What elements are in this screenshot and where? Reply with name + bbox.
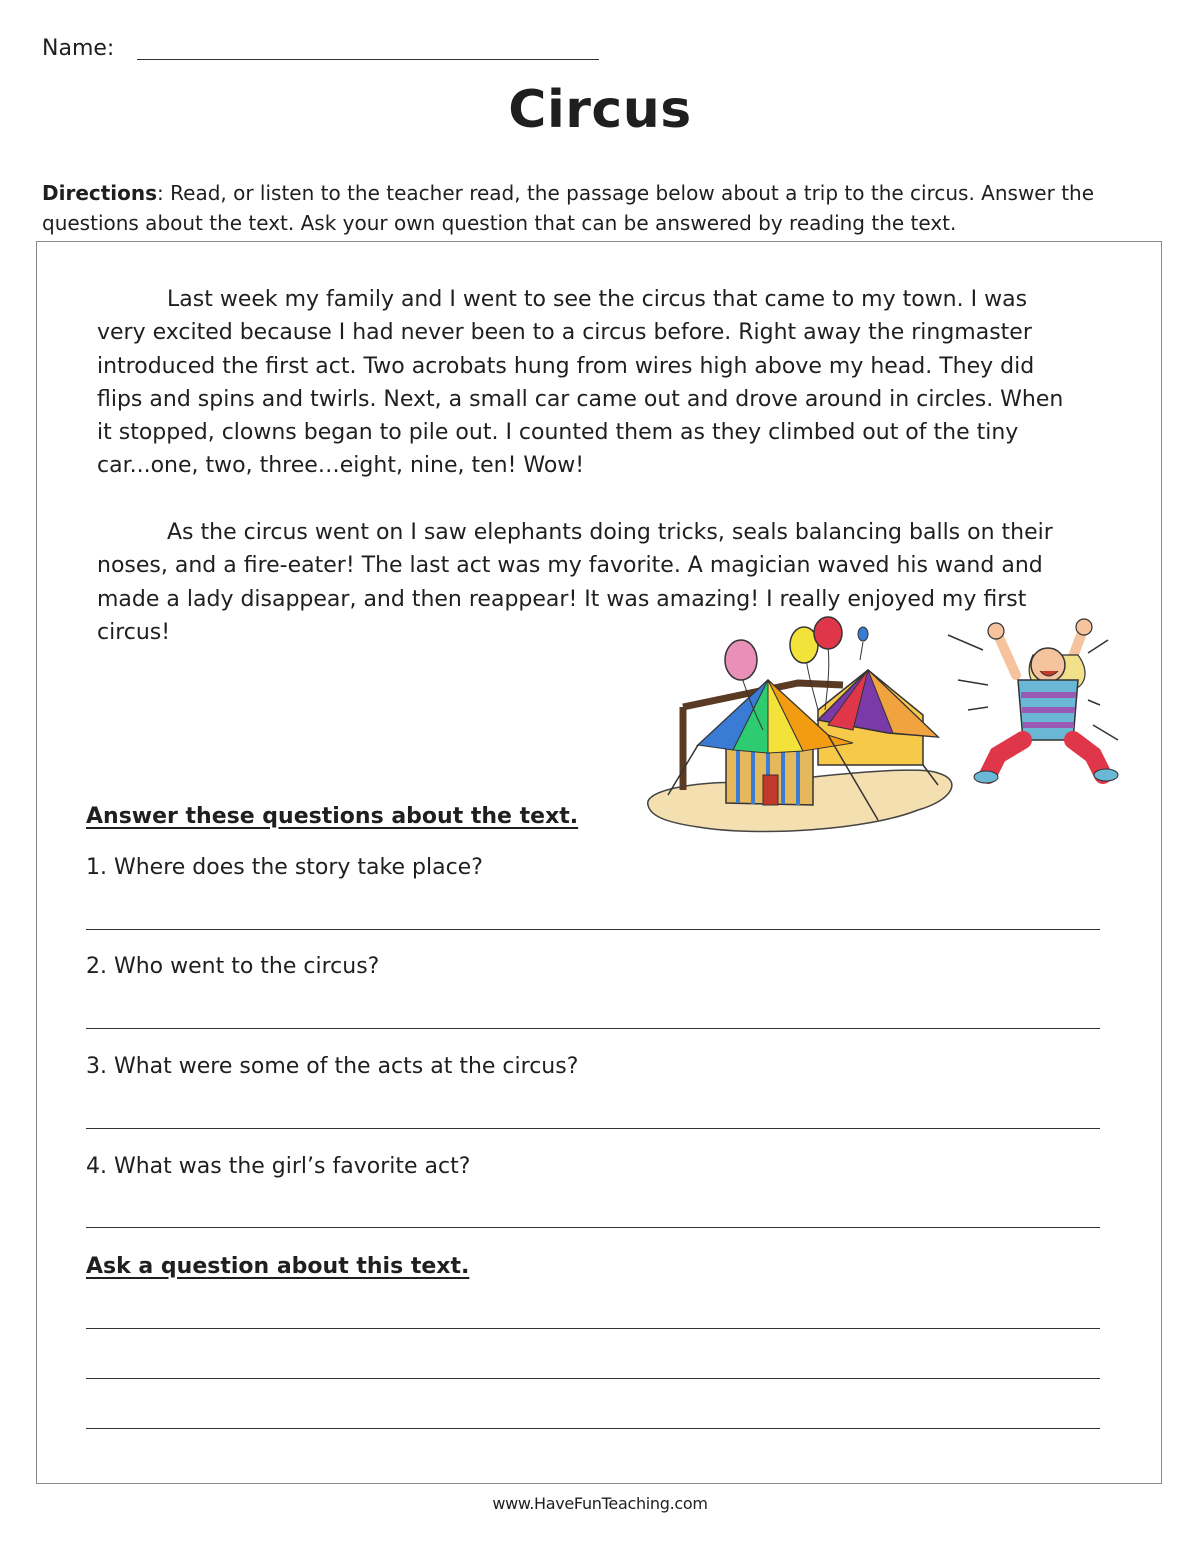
answer-line-2[interactable] [86,1028,1100,1029]
passage-paragraph-1 [97,283,1077,483]
question-2: 2. Who went to the circus? [86,954,380,979]
passage-paragraph-2-text: As the circus went on I saw elephants doing tricks, seals balancing balls on their noses, and a fire-eater! The last act was my favorite. A magician waved his wand and made a lady disappear, and then reappear! It was amazing! I really enjoyed my first circus! [97,520,1053,645]
excited-girl-illustration [948,619,1118,783]
answer-line-3[interactable] [86,1128,1100,1129]
name-label: Name: [42,36,115,61]
ask-answer-line-3[interactable] [86,1428,1100,1429]
ask-question-heading: Ask a question about this text. [86,1254,470,1279]
ask-answer-line-2[interactable] [86,1378,1100,1379]
question-3: 3. What were some of the acts at the circus? [86,1054,579,1079]
ask-answer-line-1[interactable] [86,1328,1100,1329]
answer-line-4[interactable] [86,1227,1100,1228]
passage-paragraph-1-text: Last week my family and I went to see the circus that came to my town. I was very excited because I had never been to a circus before. Right away the ringmaster introduced the first act. Two acrobats hung from wires high above my head. They did flips and spins and twirls. Next, a small car came out and drove around in circles. When it stopped, clowns began to pile out. I counted them as they climbed out of the tiny car...one, two, three…eight, nine, ten! Wow! [97,287,1064,479]
questions-heading: Answer these questions about the text. [86,804,579,829]
question-1: 1. Where does the story take place? [86,855,483,880]
question-4: 4. What was the girl’s favorite act? [86,1154,471,1179]
name-answer-line[interactable] [137,59,599,60]
directions [42,178,1152,238]
footer-url[interactable]: www.HaveFunTeaching.com [492,1494,708,1513]
circus-tent-illustration [648,670,952,832]
directions-text: : Read, or listen to the teacher read, the passage below about a trip to the circus. Answer the questions about the text. Ask your own question that can be answered by reading the text. [42,181,1095,235]
answer-line-1[interactable] [86,929,1100,930]
page-title: Circus [508,80,692,140]
circus-illustration [638,615,1128,840]
directions-label: Directions [42,181,158,205]
